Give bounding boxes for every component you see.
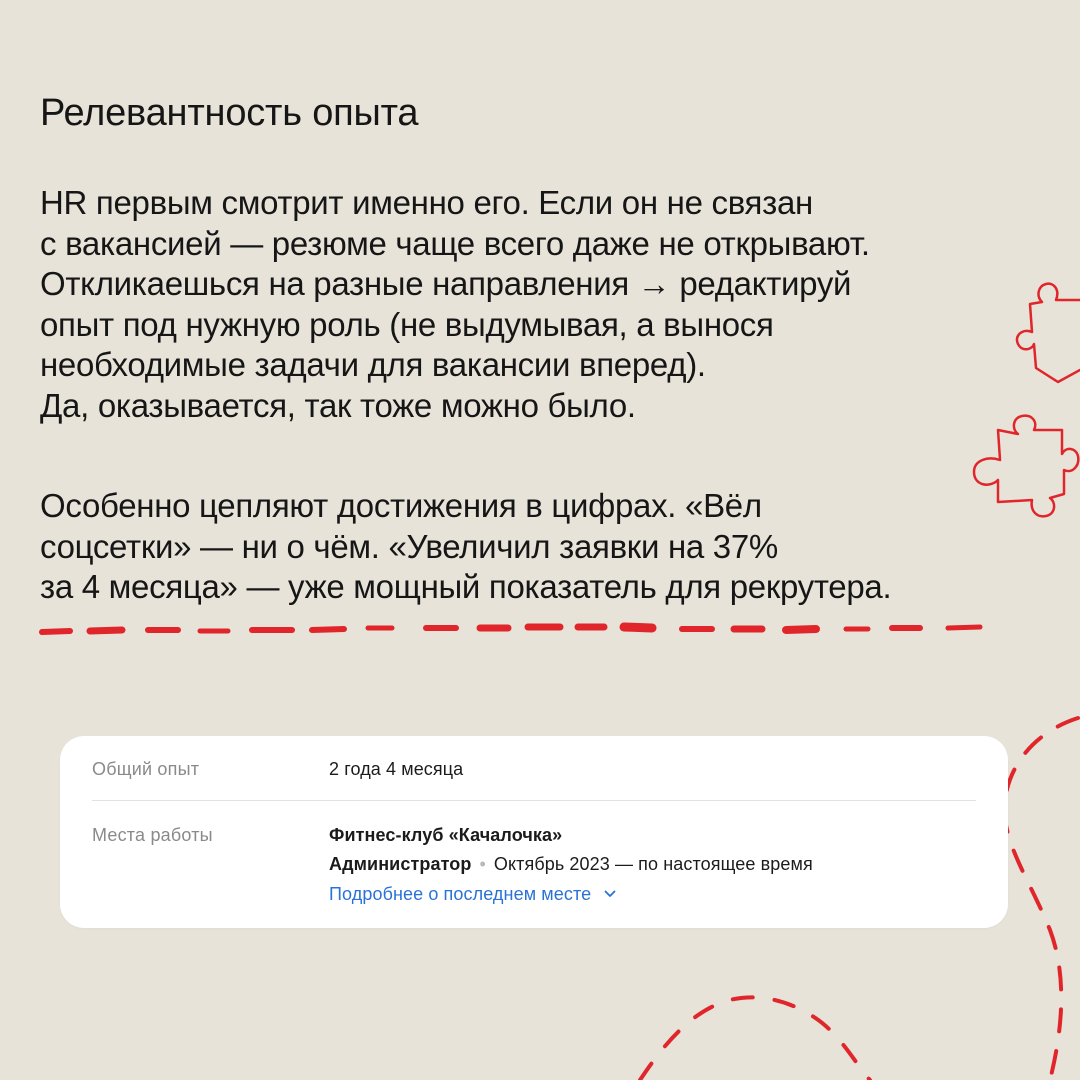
company-name: Фитнес-клуб «Качалочка» xyxy=(329,825,563,845)
paragraph-line: HR первым смотрит именно его. Если он не связан xyxy=(40,184,813,221)
separator-dot: • xyxy=(479,854,486,874)
paragraph-line: соцсетки» — ни о чём. «Увеличил заявки на 37% xyxy=(40,527,778,565)
experience-value: 2 года 4 месяца xyxy=(329,759,464,779)
paragraph-achievements xyxy=(40,486,1060,608)
workplaces-label: Места работы xyxy=(92,825,213,845)
experience-label: Общий опыт xyxy=(92,759,200,779)
paragraph-line: Откликаешься на разные направления → редактируй xyxy=(40,265,852,302)
paragraph-line: опыт под нужную роль (не выдумывая, а вынося xyxy=(40,305,774,343)
chevron-down-icon xyxy=(604,890,616,898)
paragraph-line: Да, оказывается, так тоже можно было. xyxy=(40,386,636,424)
red-dashed-stroke xyxy=(0,610,1080,660)
paragraph-line: необходимые задачи для вакансии вперед). xyxy=(40,346,706,383)
paragraph-line: с вакансией — резюме чаще всего даже не открывают. xyxy=(40,224,870,262)
resume-card xyxy=(60,736,1008,928)
card-divider xyxy=(92,800,976,801)
position-row xyxy=(329,854,813,875)
paragraph-line: Особенно цепляют достижения в цифрах. «Вёл xyxy=(40,487,762,524)
employment-period: Октябрь 2023 — по настоящее время xyxy=(493,854,813,874)
page-title: Релевантность опыта xyxy=(40,92,419,134)
paragraph-relevance xyxy=(40,183,1060,426)
more-about-last-job-link[interactable] xyxy=(329,884,616,905)
more-link-label: Подробнее о последнем месте xyxy=(329,884,592,904)
position-title: Администратор xyxy=(329,854,472,874)
paragraph-line: за 4 месяца» — уже мощный показатель для рекрутера. xyxy=(40,568,892,605)
